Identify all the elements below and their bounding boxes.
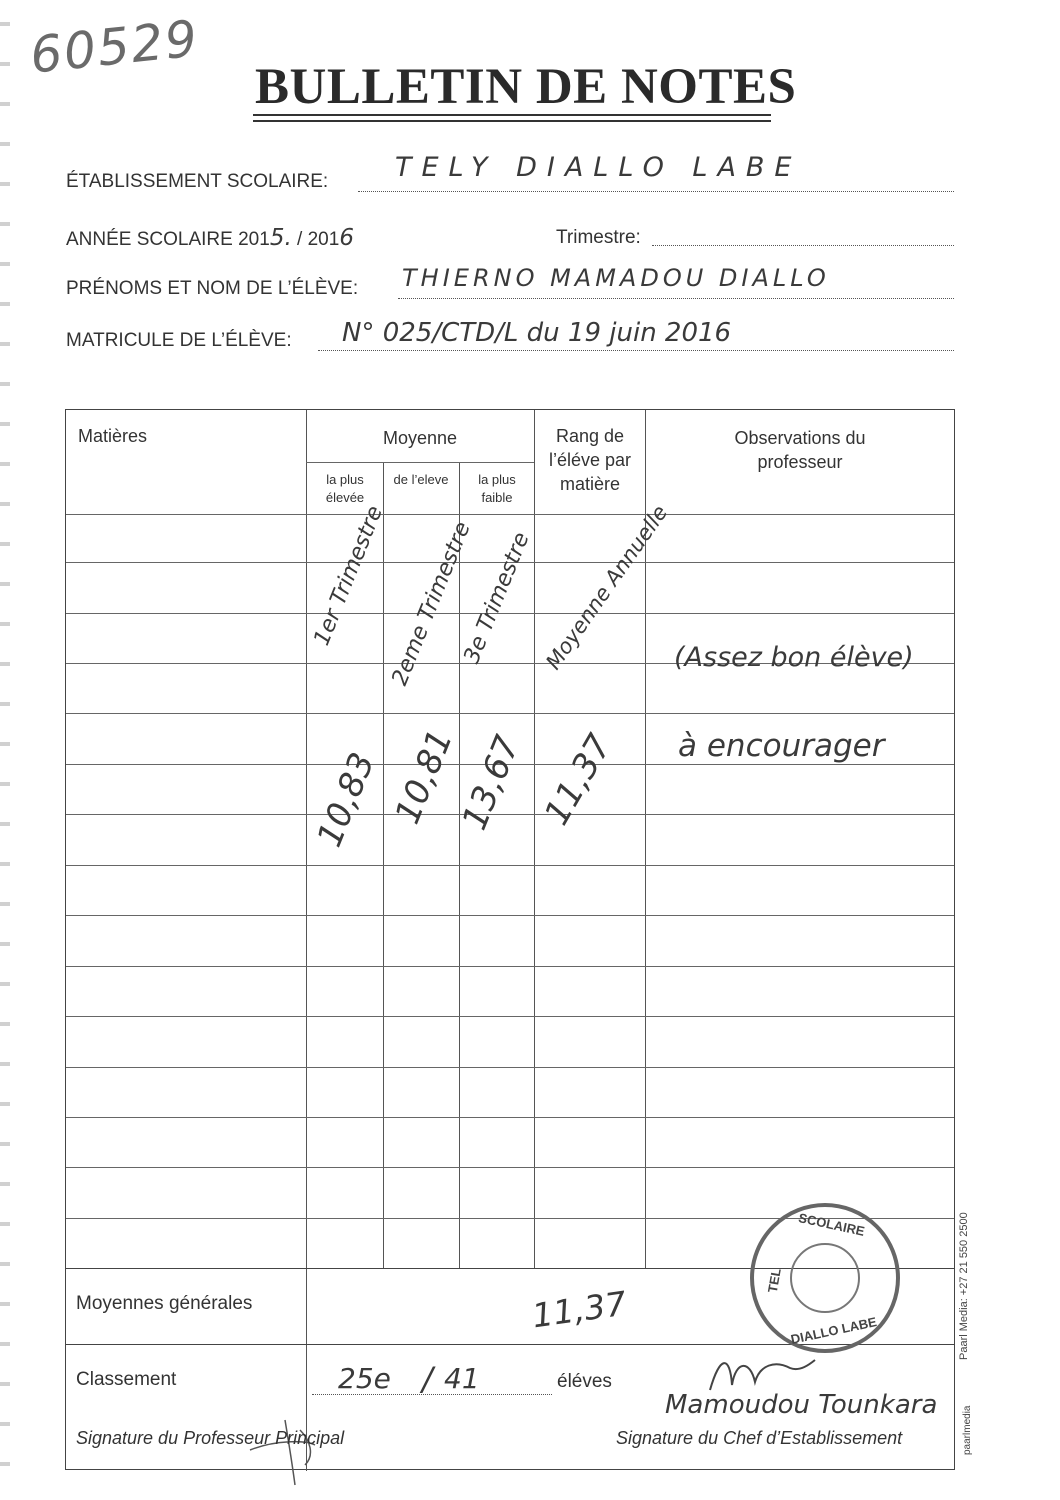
row-line: [66, 865, 954, 866]
stamp-top-text: SCOLAIRE: [797, 1210, 866, 1239]
printer-contact-text: Paarl Media: +27 21 550 2500: [958, 1212, 970, 1360]
row-line: [66, 1016, 954, 1017]
matricule-field-line: [318, 349, 954, 351]
handwritten-reference-number: 60529: [27, 9, 202, 85]
year-label-mid: / 201: [291, 229, 340, 250]
observation-line-2: à encourager: [678, 728, 885, 764]
school-year-label: [66, 225, 354, 251]
observation-line-1: (Assez bon élève): [674, 642, 914, 673]
header-moyenne: Moyenne: [382, 428, 458, 448]
student-name-label: PRÉNOMS ET NOM DE L’ÉLÈVE:: [66, 278, 359, 299]
stamp-inner-circle: [790, 1243, 860, 1313]
row-line: [66, 1117, 954, 1118]
student-name-value: THIERNO MAMADOU DIALLO: [402, 264, 830, 292]
school-field-line: [358, 190, 954, 192]
row-line: [66, 1067, 954, 1068]
printer-brand: paarlmedia: [962, 1405, 973, 1455]
title-underline: [253, 114, 771, 116]
year-hand-2: 6: [339, 225, 354, 251]
row-line: [66, 966, 954, 967]
matricule-value: N° 025/CTD/L du 19 juin 2016: [342, 318, 732, 348]
row-line: [66, 814, 954, 815]
subheader-de-eleve: de l’eleve: [393, 472, 449, 487]
row-line: [66, 713, 954, 714]
handwritten-label-moyenne-annuelle: Moyenne Annuelle: [541, 500, 673, 674]
teacher-signature: [245, 1410, 365, 1490]
col-divider: [306, 410, 307, 1471]
header-matieres: Matières: [78, 426, 148, 446]
row-line: [66, 613, 954, 614]
director-name: Mamoudou Tounkara: [665, 1390, 938, 1420]
row-line: [66, 514, 954, 515]
trimestre-label: Trimestre:: [556, 227, 641, 248]
classement-total: 41: [444, 1362, 480, 1395]
prof-signature-label: Signature du Professeur Principal: [76, 1428, 345, 1448]
subheader-line: [306, 462, 534, 463]
score-trimestre-3: 13,67: [454, 730, 529, 836]
score-moyenne-annuelle: 11,37: [536, 727, 620, 832]
score-trimestre-1: 10,83: [309, 747, 384, 853]
handwritten-label-trimestre-1: 1er Trimestre: [309, 502, 389, 650]
classement-rank: 25e: [338, 1362, 391, 1395]
scan-left-edge: [0, 0, 10, 1500]
classement-label: Classement: [76, 1369, 177, 1390]
trimestre-field-line: [652, 244, 954, 246]
school-stamp: [750, 1203, 900, 1353]
moyennes-generales-value: 11,37: [529, 1283, 629, 1336]
student-field-line: [398, 297, 954, 299]
stamp-bottom-text: DIALLO LABE: [789, 1314, 878, 1347]
subheader-plus-elevee: la plus élevée: [325, 472, 365, 505]
handwritten-label-trimestre-2: 2eme Trimestre: [387, 518, 476, 690]
score-trimestre-2: 10,81: [387, 724, 462, 830]
header-rang: Rang de l’éléve par matière: [548, 426, 632, 494]
matricule-label: MATRICULE DE L’ÉLÈVE:: [66, 330, 292, 351]
row-line: [66, 915, 954, 916]
subheader-plus-faible: la plus faible: [478, 472, 516, 505]
stamp-left-text: TEL: [764, 1267, 784, 1294]
year-label-prefix: ANNÉE SCOLAIRE 201: [66, 229, 270, 250]
moyennes-generales-label: Moyennes générales: [76, 1293, 253, 1314]
year-hand-1: 5.: [269, 225, 292, 251]
handwritten-label-trimestre-3: 3e Trimestre: [459, 528, 535, 668]
school-label: ÉTABLISSEMENT SCOLAIRE:: [66, 171, 329, 192]
page-title: BULLETIN DE NOTES: [255, 59, 797, 115]
title-underline-double: [253, 120, 771, 122]
row-line: [66, 1167, 954, 1168]
school-value: TELY DIALLO LABE: [395, 152, 802, 183]
chef-signature-label: Signature du Chef d’Establissement: [616, 1428, 903, 1448]
classement-suffix: éléves: [557, 1371, 612, 1392]
classement-separator: /: [422, 1360, 433, 1398]
header-observations: Observations du professeur: [734, 428, 866, 472]
